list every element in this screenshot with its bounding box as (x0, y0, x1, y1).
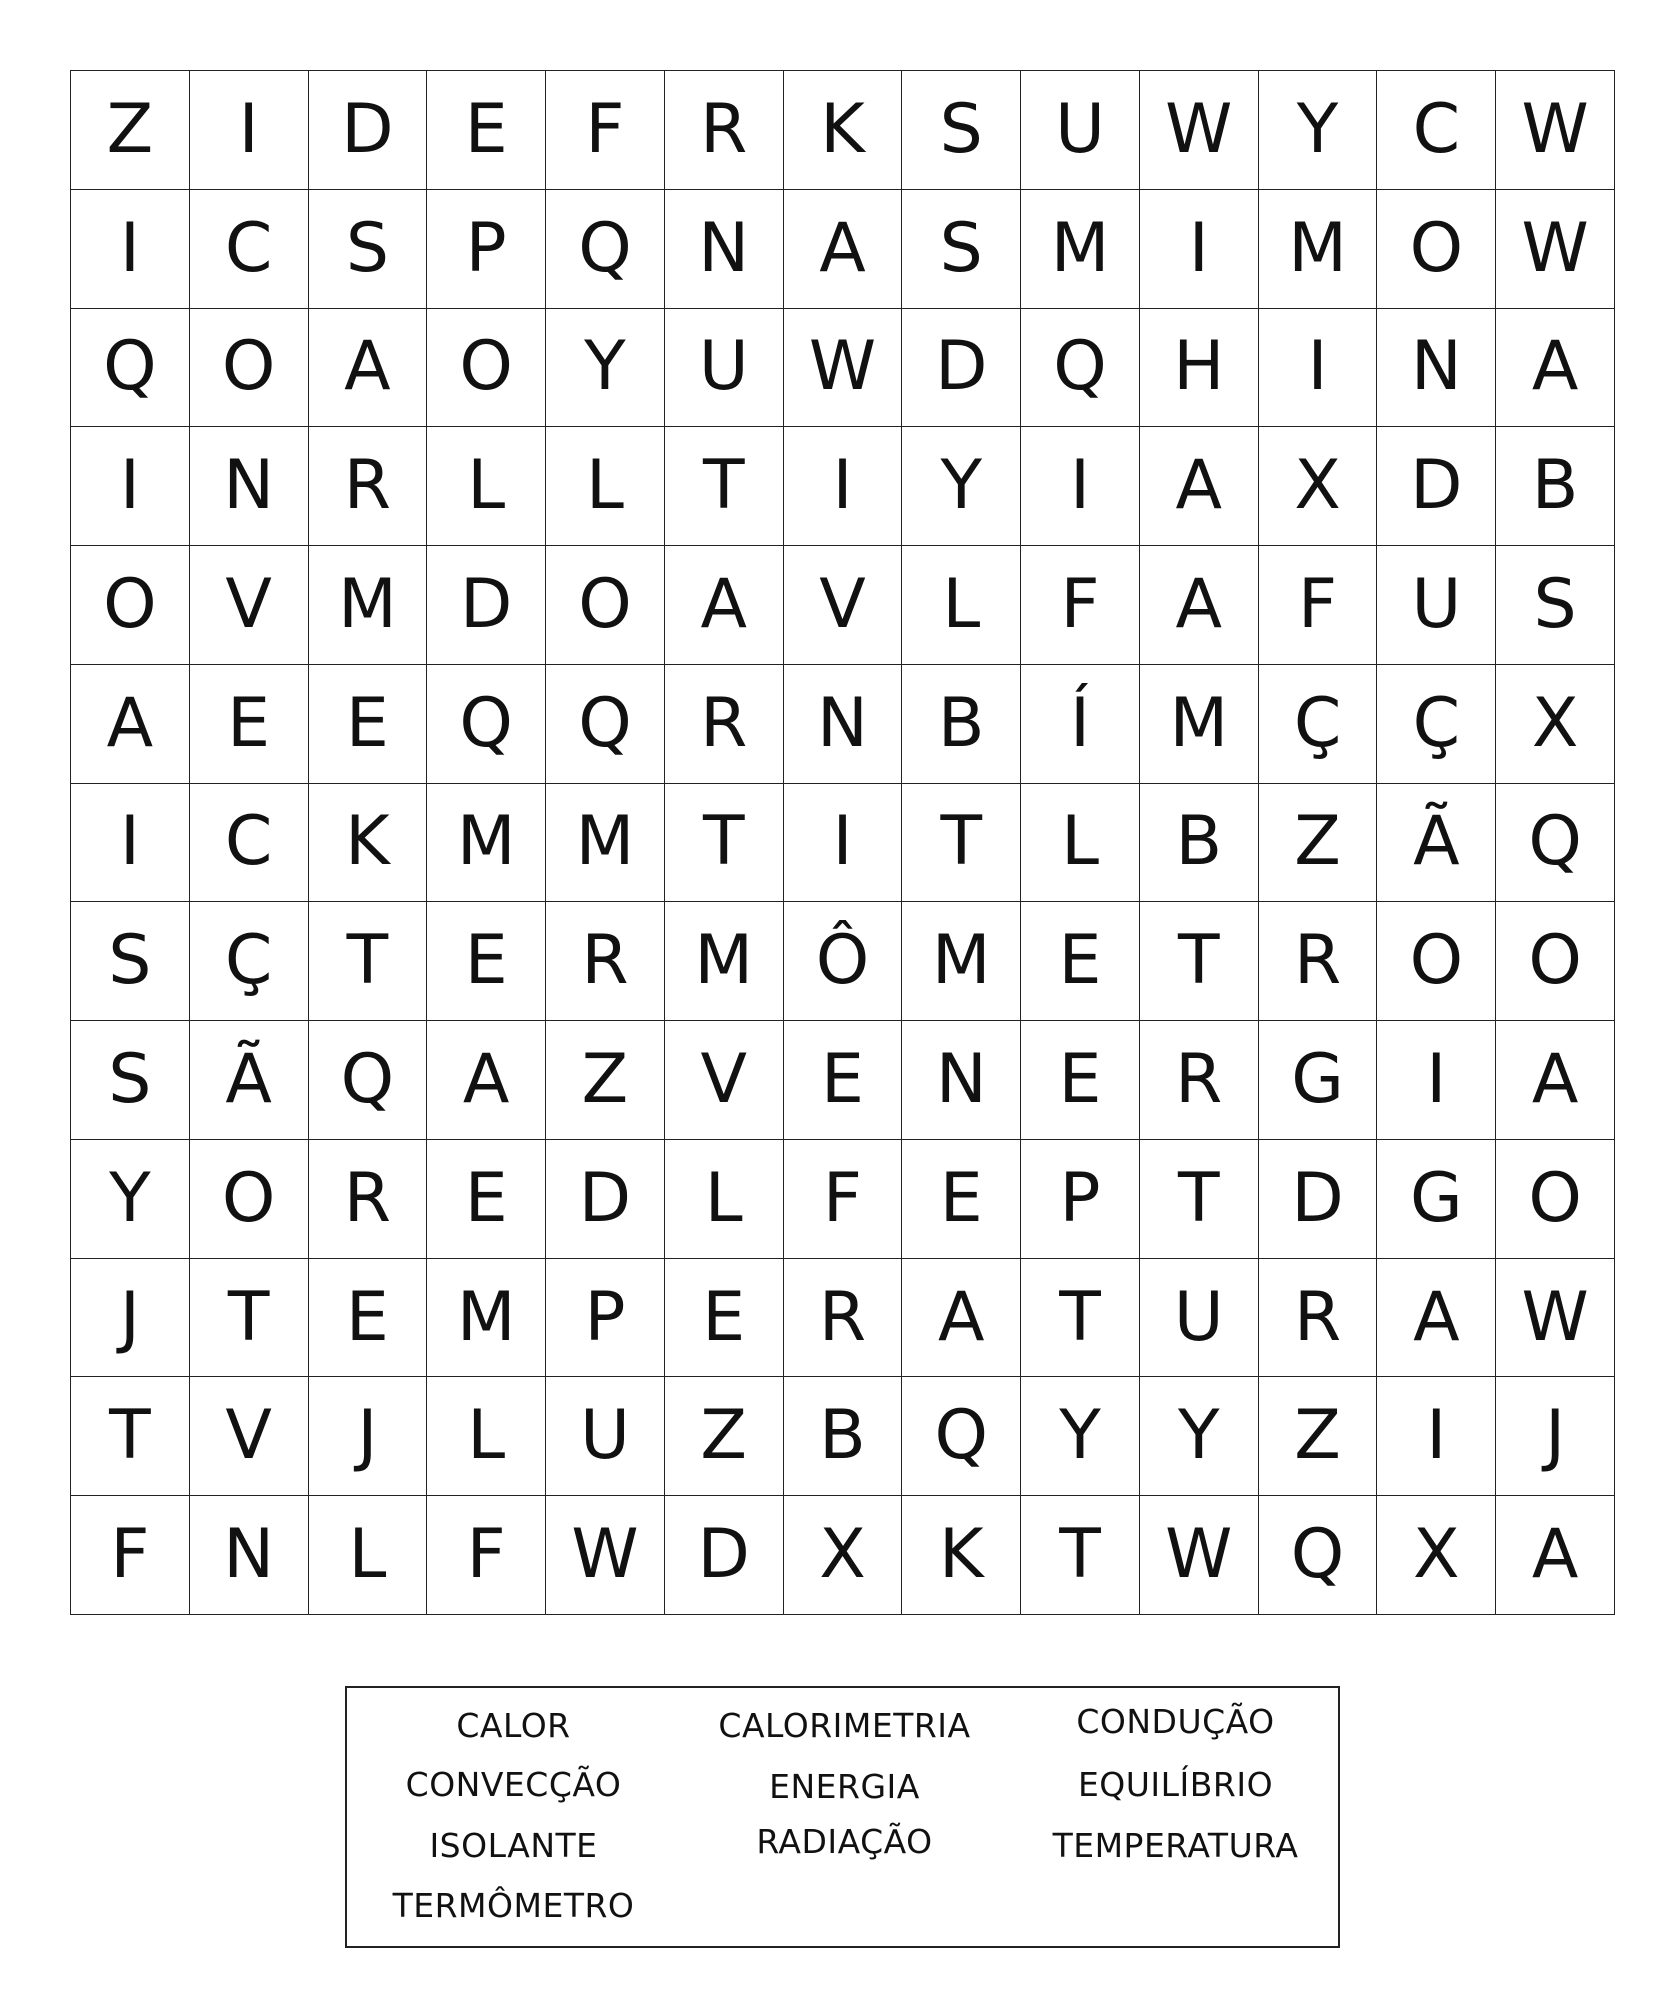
grid-cell[interactable]: O (71, 546, 190, 665)
grid-cell[interactable]: T (665, 784, 784, 903)
grid-cell[interactable]: T (1021, 1496, 1140, 1615)
grid-cell[interactable]: Í (1021, 665, 1140, 784)
grid-cell[interactable]: Q (546, 190, 665, 309)
grid-cell[interactable]: B (1140, 784, 1259, 903)
grid-cell[interactable]: M (902, 902, 1021, 1021)
grid-cell[interactable]: J (1496, 1377, 1615, 1496)
grid-cell[interactable]: P (1021, 1140, 1140, 1259)
grid-cell[interactable]: R (1259, 902, 1378, 1021)
grid-cell[interactable]: Ç (1259, 665, 1378, 784)
grid-cell[interactable]: Z (1259, 784, 1378, 903)
grid-cell[interactable]: E (665, 1259, 784, 1378)
grid-cell[interactable]: W (1496, 1259, 1615, 1378)
grid-cell[interactable]: G (1377, 1140, 1496, 1259)
grid-cell[interactable]: R (309, 427, 428, 546)
grid-cell[interactable]: S (902, 71, 1021, 190)
grid-cell[interactable]: P (427, 190, 546, 309)
grid-cell[interactable]: X (1496, 665, 1615, 784)
grid-cell[interactable]: I (784, 784, 903, 903)
grid-cell[interactable]: L (546, 427, 665, 546)
grid-cell[interactable]: D (546, 1140, 665, 1259)
grid-cell[interactable]: U (1140, 1259, 1259, 1378)
grid-cell[interactable]: I (71, 190, 190, 309)
grid-cell[interactable]: Ô (784, 902, 903, 1021)
grid-cell[interactable]: L (1021, 784, 1140, 903)
word-item: CALORIMETRIA (718, 1706, 971, 1745)
grid-cell[interactable]: E (784, 1021, 903, 1140)
grid-cell[interactable]: I (784, 427, 903, 546)
grid-cell[interactable]: Z (665, 1377, 784, 1496)
grid-cell[interactable]: I (1259, 309, 1378, 428)
grid-cell[interactable]: I (71, 784, 190, 903)
grid-cell[interactable]: A (902, 1259, 1021, 1378)
grid-cell[interactable]: Q (1496, 784, 1615, 903)
grid-cell[interactable]: C (1377, 71, 1496, 190)
grid-cell[interactable]: F (546, 71, 665, 190)
grid-cell[interactable]: W (784, 309, 903, 428)
word-item: TEMPERATURA (1052, 1826, 1299, 1865)
grid-cell[interactable]: M (1021, 190, 1140, 309)
grid-cell[interactable]: F (427, 1496, 546, 1615)
grid-cell[interactable]: X (1259, 427, 1378, 546)
grid-cell[interactable]: F (784, 1140, 903, 1259)
grid-cell[interactable]: I (1021, 427, 1140, 546)
grid-cell[interactable]: Y (1021, 1377, 1140, 1496)
grid-cell[interactable]: T (1140, 1140, 1259, 1259)
grid-cell[interactable]: N (1377, 309, 1496, 428)
grid-cell[interactable]: V (784, 546, 903, 665)
grid-cell[interactable]: Ã (190, 1021, 309, 1140)
word-item: ENERGIA (769, 1767, 920, 1806)
grid-cell[interactable]: P (546, 1259, 665, 1378)
grid-cell[interactable]: D (309, 71, 428, 190)
grid-cell[interactable]: M (546, 784, 665, 903)
grid-cell[interactable]: Q (902, 1377, 1021, 1496)
grid-cell[interactable]: O (427, 309, 546, 428)
grid-cell[interactable]: E (309, 665, 428, 784)
grid-cell[interactable]: S (71, 902, 190, 1021)
grid-cell[interactable]: G (1259, 1021, 1378, 1140)
grid-cell[interactable]: I (1140, 190, 1259, 309)
grid-cell[interactable]: U (1377, 546, 1496, 665)
grid-cell[interactable]: V (190, 546, 309, 665)
grid-cell[interactable]: X (1377, 1496, 1496, 1615)
grid-cell[interactable]: W (546, 1496, 665, 1615)
grid-cell[interactable]: Y (546, 309, 665, 428)
grid-cell[interactable]: E (1021, 902, 1140, 1021)
word-item: CONVECÇÃO (405, 1765, 622, 1804)
grid-cell[interactable]: R (309, 1140, 428, 1259)
grid-cell[interactable]: T (1140, 902, 1259, 1021)
grid-cell[interactable]: S (902, 190, 1021, 309)
grid-cell[interactable]: M (427, 784, 546, 903)
grid-cell[interactable]: D (902, 309, 1021, 428)
grid-cell[interactable]: E (309, 1259, 428, 1378)
grid-cell[interactable]: B (902, 665, 1021, 784)
grid-cell[interactable]: I (1377, 1377, 1496, 1496)
grid-cell[interactable]: B (1496, 427, 1615, 546)
grid-cell[interactable]: Q (71, 309, 190, 428)
grid-cell[interactable]: W (1140, 1496, 1259, 1615)
grid-cell[interactable]: J (71, 1259, 190, 1378)
grid-cell[interactable]: J (309, 1377, 428, 1496)
grid-cell[interactable]: M (309, 546, 428, 665)
grid-cell[interactable]: Q (309, 1021, 428, 1140)
grid-cell[interactable]: D (665, 1496, 784, 1615)
word-list-box (345, 1686, 1340, 1948)
grid-cell[interactable]: H (1140, 309, 1259, 428)
grid-cell[interactable]: N (190, 427, 309, 546)
grid-cell[interactable]: N (190, 1496, 309, 1615)
grid-cell[interactable]: D (1377, 427, 1496, 546)
grid-cell[interactable]: T (71, 1377, 190, 1496)
grid-cell[interactable]: Y (902, 427, 1021, 546)
grid-cell[interactable]: E (427, 902, 546, 1021)
grid-cell[interactable]: F (1021, 546, 1140, 665)
grid-cell[interactable]: A (1496, 309, 1615, 428)
grid-cell[interactable]: O (1496, 1140, 1615, 1259)
grid-cell[interactable]: O (1377, 190, 1496, 309)
grid-cell[interactable]: S (309, 190, 428, 309)
grid-cell[interactable]: O (1496, 902, 1615, 1021)
grid-cell[interactable]: T (902, 784, 1021, 903)
grid-cell[interactable]: Y (1140, 1377, 1259, 1496)
grid-cell[interactable]: X (784, 1496, 903, 1615)
grid-cell[interactable]: D (1259, 1140, 1378, 1259)
grid-cell[interactable]: I (71, 427, 190, 546)
grid-cell[interactable]: R (665, 665, 784, 784)
grid-cell[interactable]: U (546, 1377, 665, 1496)
grid-cell[interactable]: E (427, 71, 546, 190)
grid-cell[interactable]: Z (71, 71, 190, 190)
grid-cell[interactable]: K (784, 71, 903, 190)
grid-cell[interactable]: T (309, 902, 428, 1021)
grid-cell[interactable]: U (665, 309, 784, 428)
grid-cell[interactable]: D (427, 546, 546, 665)
word-item: TERMÔMETRO (392, 1886, 635, 1925)
grid-cell[interactable]: T (1021, 1259, 1140, 1378)
grid-cell[interactable]: U (1021, 71, 1140, 190)
letter-grid (70, 70, 1615, 1615)
word-item: CALOR (456, 1706, 571, 1745)
grid-cell[interactable]: F (71, 1496, 190, 1615)
grid-cell[interactable]: L (309, 1496, 428, 1615)
grid-cell[interactable]: V (665, 1021, 784, 1140)
grid-cell[interactable]: A (1140, 546, 1259, 665)
grid-cell[interactable]: O (546, 546, 665, 665)
grid-cell[interactable]: W (1140, 71, 1259, 190)
grid-cell[interactable]: N (665, 190, 784, 309)
grid-cell[interactable]: R (784, 1259, 903, 1378)
grid-cell[interactable]: L (427, 1377, 546, 1496)
grid-cell[interactable]: O (190, 309, 309, 428)
grid-cell[interactable]: R (546, 902, 665, 1021)
grid-cell[interactable]: T (665, 427, 784, 546)
grid-cell[interactable]: Y (1259, 71, 1378, 190)
grid-cell[interactable]: R (1140, 1021, 1259, 1140)
grid-cell[interactable]: A (1377, 1259, 1496, 1378)
word-item: EQUILÍBRIO (1077, 1765, 1274, 1804)
grid-cell[interactable]: B (784, 1377, 903, 1496)
grid-cell[interactable]: Q (546, 665, 665, 784)
grid-cell[interactable]: S (1496, 546, 1615, 665)
grid-cell[interactable]: N (784, 665, 903, 784)
grid-cell[interactable]: A (309, 309, 428, 428)
grid-cell[interactable]: S (71, 1021, 190, 1140)
grid-cell[interactable]: A (1496, 1496, 1615, 1615)
grid-cell[interactable]: A (784, 190, 903, 309)
word-item: RADIAÇÃO (756, 1822, 933, 1861)
grid-cell[interactable]: Q (1021, 309, 1140, 428)
grid-cell[interactable]: W (1496, 190, 1615, 309)
grid-cell[interactable]: A (427, 1021, 546, 1140)
grid-cell[interactable]: R (1259, 1259, 1378, 1378)
word-item: ISOLANTE (429, 1826, 598, 1865)
grid-cell[interactable]: R (665, 71, 784, 190)
grid-cell[interactable]: I (1377, 1021, 1496, 1140)
grid-cell[interactable]: Ã (1377, 784, 1496, 903)
grid-cell[interactable]: A (71, 665, 190, 784)
grid-cell[interactable]: I (190, 71, 309, 190)
grid-cell[interactable]: Q (1259, 1496, 1378, 1615)
grid-cell[interactable]: L (427, 427, 546, 546)
grid-cell[interactable]: K (902, 1496, 1021, 1615)
grid-cell[interactable]: M (427, 1259, 546, 1378)
grid-cell[interactable]: K (309, 784, 428, 903)
grid-cell[interactable]: A (665, 546, 784, 665)
grid-cell[interactable]: L (902, 546, 1021, 665)
grid-cell[interactable]: Q (427, 665, 546, 784)
grid-cell[interactable]: Z (1259, 1377, 1378, 1496)
word-item: CONDUÇÃO (1076, 1702, 1275, 1741)
grid-cell[interactable]: A (1140, 427, 1259, 546)
grid-cell[interactable]: Y (71, 1140, 190, 1259)
grid-cell[interactable]: Z (546, 1021, 665, 1140)
grid-cell[interactable]: Ç (190, 902, 309, 1021)
grid-cell[interactable]: N (902, 1021, 1021, 1140)
grid-cell[interactable]: E (190, 665, 309, 784)
grid-cell[interactable]: C (190, 784, 309, 903)
grid-cell[interactable]: E (1021, 1021, 1140, 1140)
grid-cell[interactable]: A (1496, 1021, 1615, 1140)
grid-cell[interactable]: O (190, 1140, 309, 1259)
grid-cell[interactable]: E (427, 1140, 546, 1259)
grid-cell[interactable]: C (190, 190, 309, 309)
grid-cell[interactable]: L (665, 1140, 784, 1259)
grid-cell[interactable]: F (1259, 546, 1378, 665)
grid-cell[interactable]: W (1496, 71, 1615, 190)
grid-cell[interactable]: M (665, 902, 784, 1021)
grid-cell[interactable]: V (190, 1377, 309, 1496)
grid-cell[interactable]: T (190, 1259, 309, 1378)
grid-cell[interactable]: E (902, 1140, 1021, 1259)
grid-cell[interactable]: M (1140, 665, 1259, 784)
grid-cell[interactable]: M (1259, 190, 1378, 309)
grid-cell[interactable]: Ç (1377, 665, 1496, 784)
grid-cell[interactable]: O (1377, 902, 1496, 1021)
